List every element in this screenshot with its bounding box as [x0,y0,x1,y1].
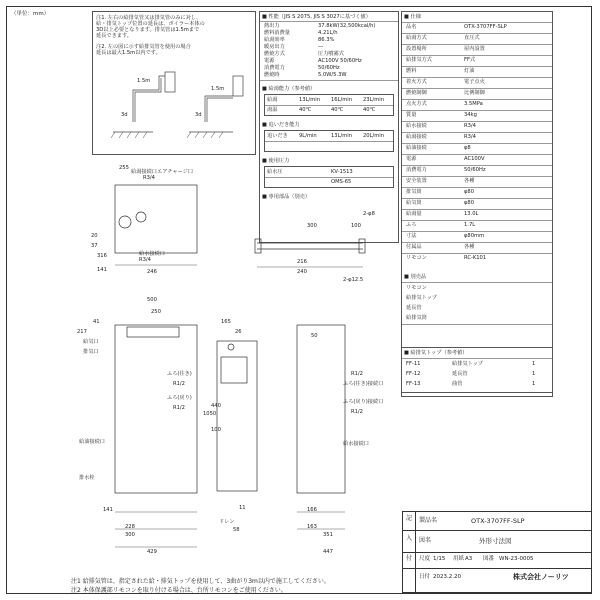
dim-label: 141 [103,507,113,513]
spec-title: ■ 仕様 [404,14,421,20]
dim-label: 1.5m [211,86,225,92]
cell: 40℃ [331,107,344,113]
footnotes [71,577,330,595]
footnote: 注1 給排気管は、指定された給・排気トップを使用して、3曲がり3m以内で施工してください。 [71,578,330,585]
dim-label: 165 [221,319,231,325]
spec-val: AC100V 50/60Hz [318,58,362,64]
dim-label: 26 [235,329,242,335]
vertical-label: 付 [406,555,413,562]
spec-val: 電子点火 [464,79,485,85]
spec-key: リモコン [406,255,427,261]
note-line: 延長できます。 [96,33,132,39]
sub-title: ■ 給湯能力（参考値） [262,86,316,92]
dim-label: 250 [151,309,161,315]
spec-val: 50/60Hz [464,167,486,173]
spec-key: 燃料消費量 [264,30,290,36]
cell: 1 [532,381,536,387]
dim-label: 2-φ8 [363,211,375,217]
spec-val: φ8 [464,145,471,151]
dim-label: 429 [147,549,157,555]
spec-val: φ80mm [464,233,485,239]
spec-key: 付属品 [406,244,422,250]
cell: 13L/min [331,133,353,139]
spec-key: 給水接続 [406,123,427,129]
sub-title: ■ 別売品 [404,274,427,280]
spec-key: 点火方式 [406,101,427,107]
cell: FF-13 [406,381,421,387]
port-label: R3/4 [143,175,155,181]
sub-title: ■ 使用圧力 [262,158,290,164]
option-item: 延長管 [406,305,422,311]
product-name: OTX-3707FF-SLP [471,517,525,525]
dim-label: 58 [233,527,240,533]
spec-val: 34kg [464,112,477,118]
spec-key: 給湯接続 [406,134,427,140]
dim-label: ドレン [219,519,235,525]
port-label: ふろ(戻り) [167,395,192,401]
note-line: 注2. 左の図に示す給排気管を使用の場合 [96,44,191,50]
spec-key: 消費電力 [406,167,427,173]
size-label: 用紙 [453,556,465,562]
cell: 延長管 [452,371,468,377]
spec-key: 寸法 [406,233,417,239]
spec-val: φ80 [464,200,475,206]
date-value: 2023.2.20 [433,574,461,580]
port-label: 排水栓 [79,475,95,481]
spec-key: 給湯方式 [406,35,427,41]
cell: 給排気トップ [452,361,483,367]
port-label: 給水接続口 [343,441,369,447]
port-label: 給水接続口 [139,251,165,257]
spec-key: 安全装置 [406,178,427,184]
dim-label: 351 [323,532,333,538]
note-line: 3D以上必要となります。排気管は1.5mまで [96,27,200,33]
cell: 20L/min [363,133,385,139]
spec-val: 1.7L [464,222,476,228]
spec-val: 圧力噴霧式 [318,51,344,57]
drawing-no-label: 図番 [483,556,495,562]
cell: 曲管 [452,381,463,387]
port-label: R1/2 [351,409,363,415]
spec-val: 5.0W/5.3W [318,72,347,78]
spec-val: 13.0L [464,211,479,217]
dim-label: 216 [297,259,307,265]
cell: 給湯 [267,97,278,103]
vertical-label: 入 [406,535,413,542]
dim-label: 3d [195,112,202,118]
vertical-label: 記 [406,515,413,522]
spec-val: 屋内設置 [464,46,485,52]
dim-label: 447 [323,549,333,555]
technical-drawings [7,7,593,595]
dim-label: 228 [125,524,135,530]
scale-value: 1/15 [433,556,446,562]
title-block [402,511,592,593]
spec-key: ふろ [406,222,417,228]
cell: 23L/min [363,97,385,103]
spec-key: 給油接続 [406,145,427,151]
size-value: A3 [465,556,473,562]
note-line: 延長は最大1.5m以内です。 [96,50,161,56]
spec-key: 電源 [406,156,417,162]
spec-val: — [318,44,324,50]
cell: 40℃ [363,107,376,113]
spec-val: AC100V [464,156,485,162]
port-label: R1/2 [351,371,363,377]
port-label: エアチャージ口 [157,169,194,175]
port-label: R1/2 [173,381,185,387]
port-label: 排気口 [83,349,99,355]
port-label: ふろ(往き)接続口 [343,381,384,387]
option-item: リモコン [406,285,427,291]
spec-key: 消費電力 [264,65,285,71]
unit-label: （単位：mm） [11,11,50,17]
spec-key: 着火方式 [406,79,427,85]
spec-val: 50/60Hz [318,65,340,71]
port-label: 給湯接続口 [131,169,157,175]
note-line: 注1. 左右の給排気管又は排気管のみに対し、 [96,15,202,21]
spec-val: φ80 [464,189,475,195]
port-label: R3/4 [139,257,151,263]
cell: 湯温 [267,107,278,113]
drawing-label: 図名 [419,537,432,544]
dim-label: 255 [119,165,129,171]
dim-label: 316 [97,253,107,259]
dim-label: 166 [307,507,317,513]
scale-label: 尺度 [419,556,431,562]
dim-label: 440 [211,403,221,409]
dim-label: 41 [93,319,100,325]
cell: 16L/min [331,97,353,103]
dim-label: 1.5m [137,78,151,84]
dim-label: 300 [125,532,135,538]
cell: 1 [532,371,536,377]
spec-val: 灯油 [464,68,475,74]
dim-label: 2-φ12.5 [343,277,364,283]
dim-label: 246 [147,269,157,275]
date-label: 日付 [419,574,431,580]
dim-label: 100 [211,427,221,433]
spec-key: 給気筒 [406,200,422,206]
spec-key: 給湯効率 [264,37,285,43]
spec-val: 3.5MPa [464,101,483,107]
spec-key: 電源 [264,58,275,64]
spec-title: ■ 性能（JIS S 2075, JIS S 3027に基づく値） [262,14,371,20]
spec-key: 燃料 [406,68,417,74]
table-title: ■ 給排気トップ（参考値） [404,350,468,356]
dim-label: 3d [121,112,128,118]
spec-val: 直圧式 [464,35,480,41]
spec-val: 各種 [464,244,475,250]
option-item: 給排気筒 [406,315,427,321]
spec-key: 燃焼方式 [264,51,285,57]
cell: 追いだき [267,133,288,139]
cell: OMS-65 [331,179,352,185]
product-label: 製品名 [419,517,438,524]
cell: 40℃ [299,107,312,113]
spec-val: 37.8kW(32,500kcal/h) [318,23,376,29]
dim-label: 163 [307,524,317,530]
spec-key: 設置場所 [406,46,427,52]
spec-key: 排気筒 [406,189,422,195]
spec-val: OTX-3707FF-SLP [464,24,507,30]
dim-label: 141 [97,267,107,273]
spec-val: RC-K101 [464,255,487,261]
spec-val: FF式 [464,57,476,63]
port-label: 給油接続口 [79,439,105,445]
drawing-name: 外形寸法図 [479,537,512,545]
dim-label: 217 [77,329,87,335]
dim-label: 100 [351,223,361,229]
dim-label: 300 [307,223,317,229]
drawing-sheet [6,6,592,594]
sub-title: ■ 専用部品（別売） [262,194,311,200]
spec-key: 暖房出力 [264,44,285,50]
dim-label: 240 [297,269,307,275]
cell: FF-12 [406,371,421,377]
cell: 9L/min [299,133,317,139]
port-label: ふろ(往き) [167,371,192,377]
spec-val: R3/4 [464,123,476,129]
spec-key: 給排気方式 [406,57,432,63]
footnote: 注2 本体保護部リモコンを取り付ける場合は、台所リモコンをご使用ください。 [71,587,287,594]
port-label: ふろ(戻り)接続口 [343,399,384,405]
cell: KV-1513 [331,169,353,175]
company-name: 株式会社ノーリツ [513,573,569,581]
cell: FF-11 [406,361,421,367]
note-line: 給・排気トップ位置の延長は、ボイラー本体の [96,21,205,27]
spec-key: 熱出力 [264,23,280,29]
drawing-no: WN-23-0005 [499,556,534,562]
spec-key: 燃焼制御 [406,90,427,96]
dim-label: 20 [91,233,98,239]
spec-key: 品名 [406,24,417,30]
spec-val: 各種 [464,178,475,184]
spec-val: R3/4 [464,134,476,140]
dim-label: 50 [311,333,318,339]
spec-key: 質量 [406,112,417,118]
cell: 13L/min [299,97,321,103]
sub-title: ■ 追いだき能力 [262,122,300,128]
spec-val: 4.21L/h [318,30,338,36]
spec-val: 比例制御 [464,90,485,96]
spec-key: 燃焼時 [264,72,280,78]
cell: 給水圧 [267,169,283,175]
dim-label: 37 [91,243,98,249]
port-label: 給気口 [83,339,99,345]
dim-label: 500 [147,297,157,303]
cell: 1 [532,361,536,367]
dim-label: 1050 [203,411,217,417]
port-label: R1/2 [173,405,185,411]
spec-key: 給湯量 [406,211,422,217]
option-item: 給排気トップ [406,295,437,301]
spec-val: 86.3% [318,37,335,43]
dim-label: 11 [239,505,246,511]
